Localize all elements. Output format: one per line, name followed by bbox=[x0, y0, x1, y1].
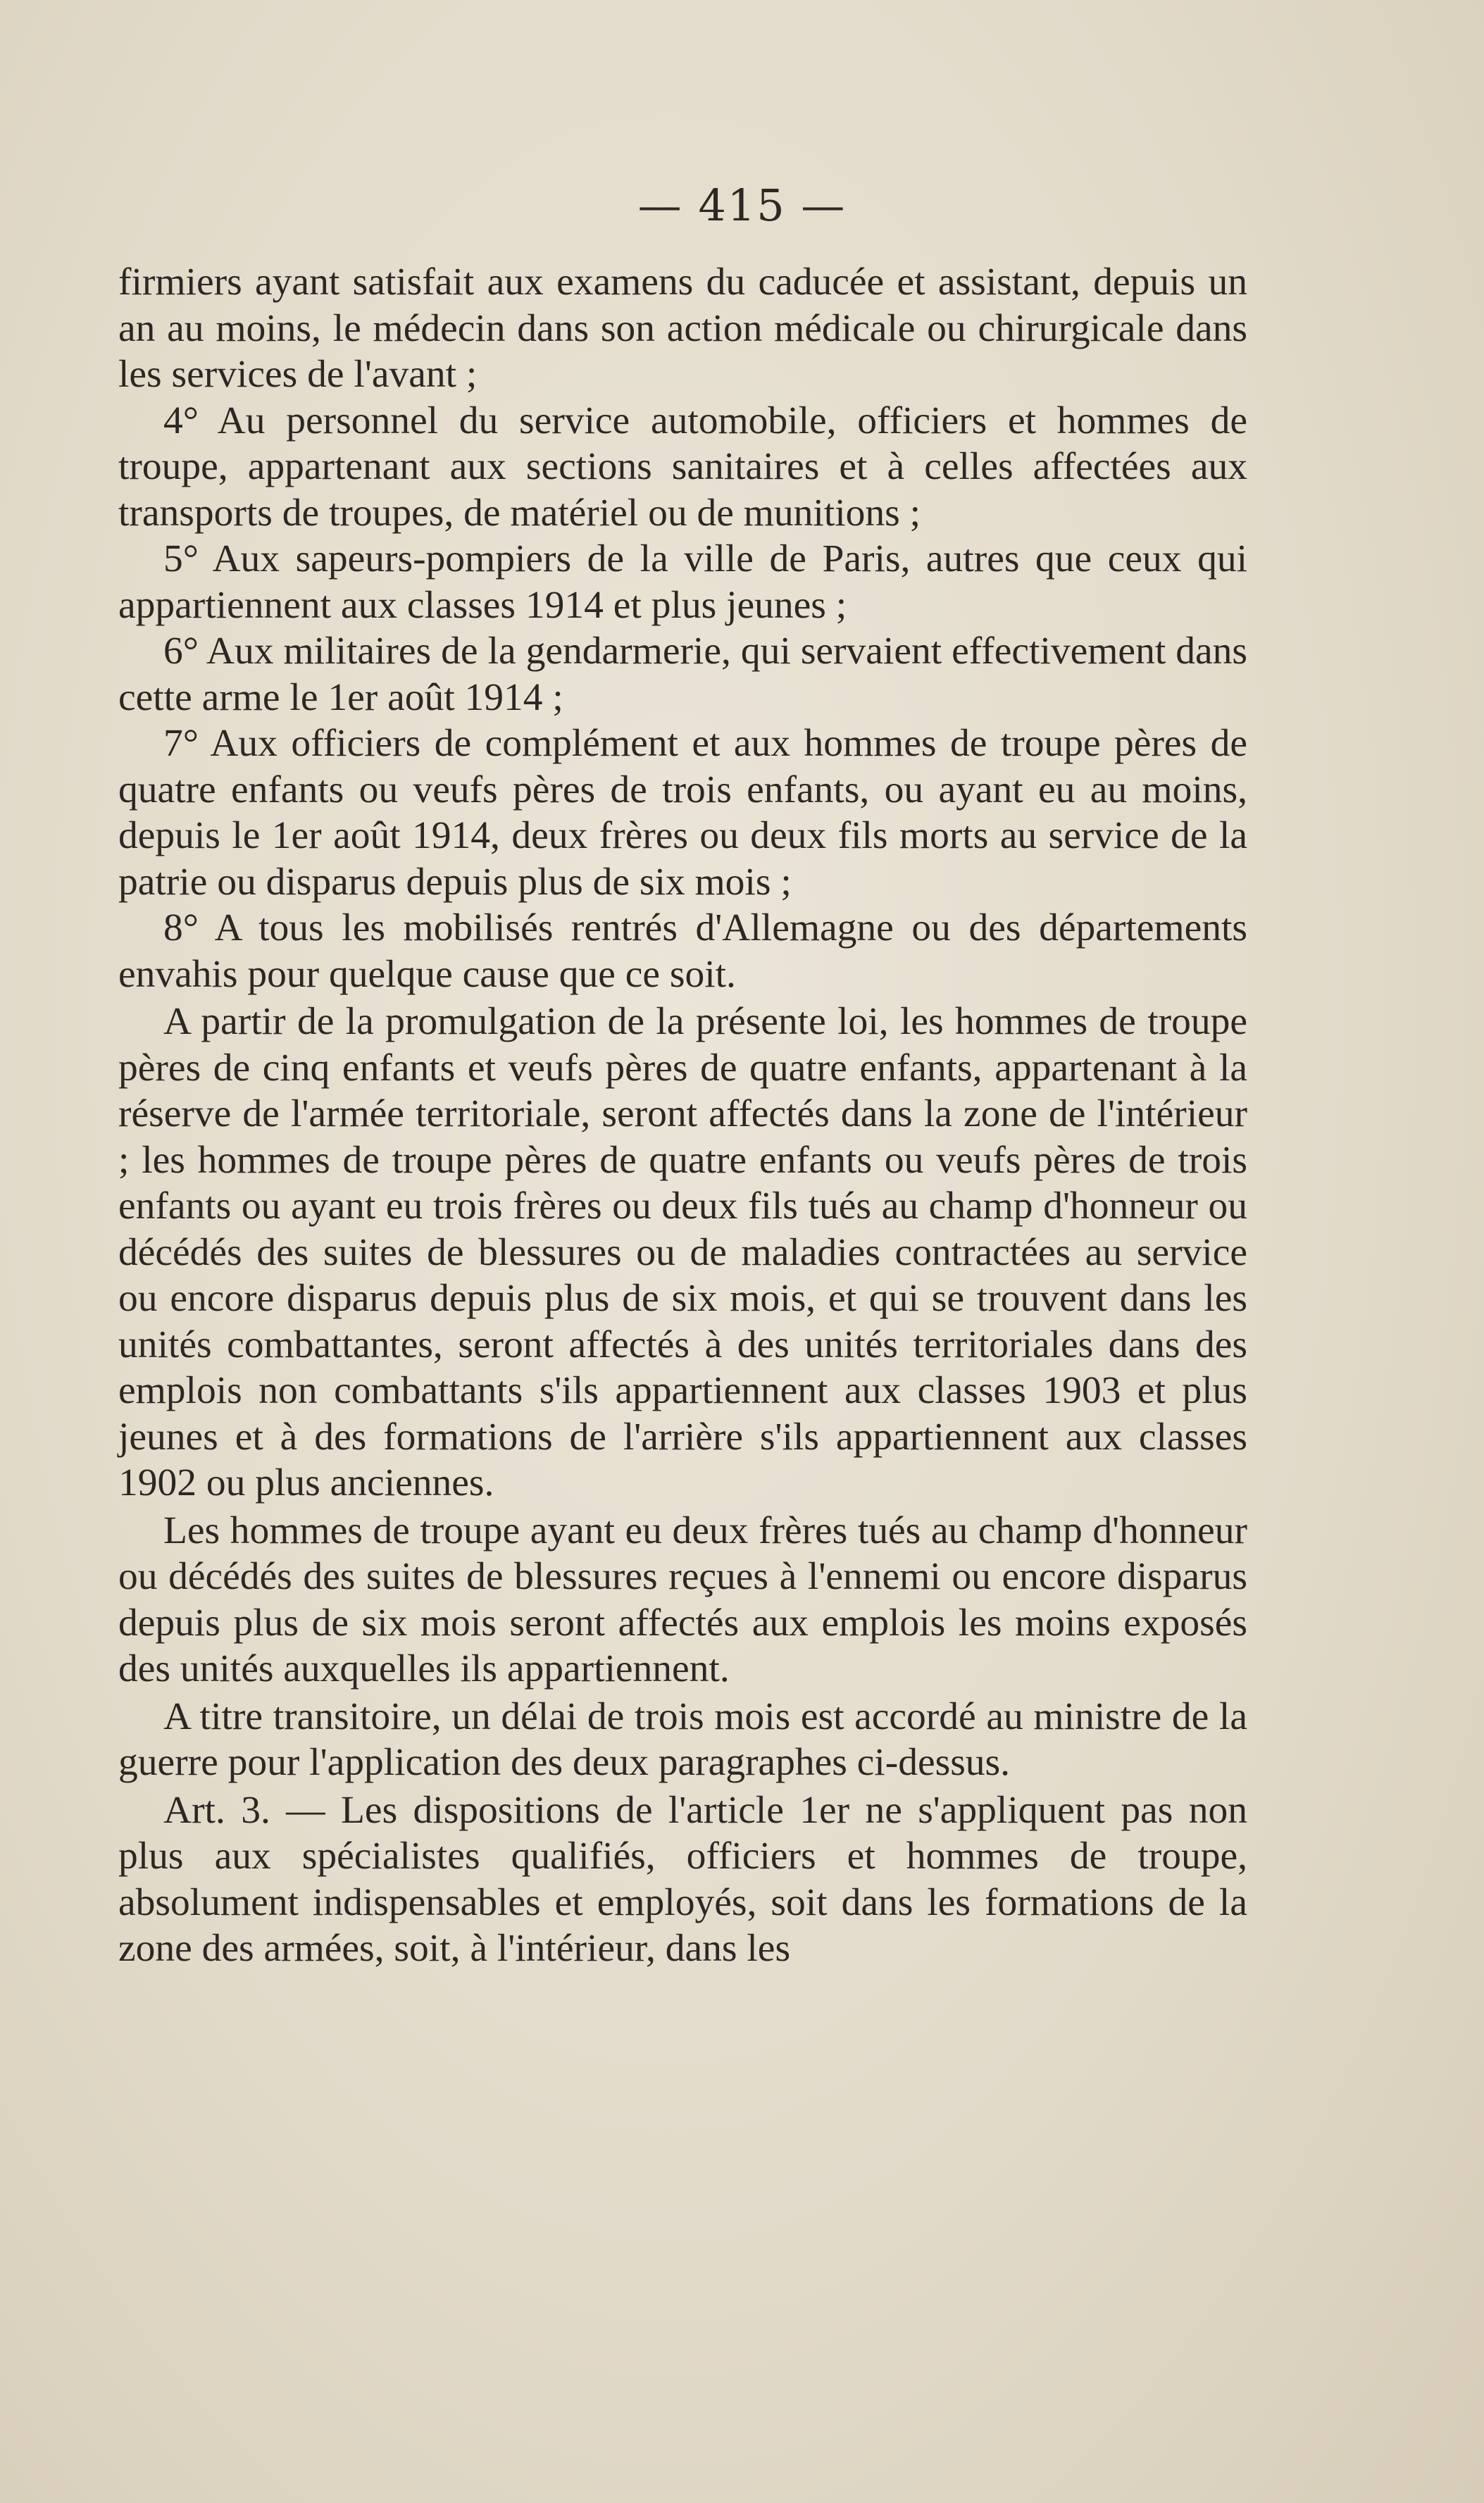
paragraph-transitional: A titre transitoire, un délai de trois mois est accordé au ministre de la guerre pour l'application des deux paragraphes ci-dessus. bbox=[118, 1694, 1247, 1784]
paragraph-item-7: 7° Aux officiers de complément et aux hommes de troupe pères de quatre enfants ou veufs pères de trois enfants, ou ayant eu au moins, depuis le 1er août 1914, deux frères ou deux fils morts au service de la patrie ou disparus depuis plus de six mois ; bbox=[118, 722, 1247, 904]
paragraph-item-6: 6° Aux militaires de la gendarmerie, qui servaient effectivement dans cette arme le 1er août 1914 ; bbox=[118, 630, 1247, 719]
paragraph-item-5: 5° Aux sapeurs-pompiers de la ville de Paris, autres que ceux qui appartiennent aux classes 1914 et plus jeunes ; bbox=[118, 537, 1247, 627]
paragraph-continuation: firmiers ayant satisfait aux examens du caducée et assistant, depuis un an au moins, le médecin dans son action médicale ou chirurgicale dans les services de l'avant ; bbox=[118, 261, 1247, 396]
paragraph-item-8: 8° A tous les mobilisés rentrés d'Allemagne ou des départements envahis pour quelque cause que ce soit. bbox=[118, 906, 1247, 996]
paragraph-article-3: Art. 3. — Les dispositions de l'article 1er ne s'appliquent pas non plus aux spécialistes qualifiés, officiers et hommes de troupe, absolument indispensables et employés, soit dans les formations de la zone des armées, soit, à l'intérieur, dans les bbox=[118, 1788, 1247, 1970]
page-number: — 415 — bbox=[637, 180, 847, 231]
paragraph-item-4: 4° Au personnel du service automobile, officiers et hommes de troupe, appartenant aux sections sanitaires et à celles affectées aux transports de troupes, de matériel ou de munitions ; bbox=[118, 399, 1247, 535]
paragraph-two-brothers: Les hommes de troupe ayant eu deux frères tués au champ d'honneur ou décédés des suites de blessures reçues à l'ennemi ou encore disparus depuis plus de six mois seront affectés aux emplois les moins exposés des unités auxquelles ils appartiennent. bbox=[118, 1509, 1247, 1690]
paragraph-promulgation: A partir de la promulgation de la présente loi, les hommes de troupe pères de cinq enfants et veufs pères de quatre enfants, appartenant à la réserve de l'armée territoriale, seront affectés dans la zone de l'intérieur ; les hommes de troupe pères de quatre enfants ou veufs pères de trois enfants ou ayant eu trois frères ou deux fils tués au champ d'honneur ou décédés des suites de blessures ou de maladies contractées au service ou encore disparus depuis plus de six mois, et qui se trouvent dans les unités combattantes, seront affectés à des unités territoriales dans des emplois non combattants s'ils appartiennent aux classes 1903 et plus jeunes et à des formations de l'arrière s'ils appartiennent aux classes 1902 ou plus anciennes. bbox=[118, 1000, 1247, 1504]
body-text bbox=[118, 259, 1247, 1972]
